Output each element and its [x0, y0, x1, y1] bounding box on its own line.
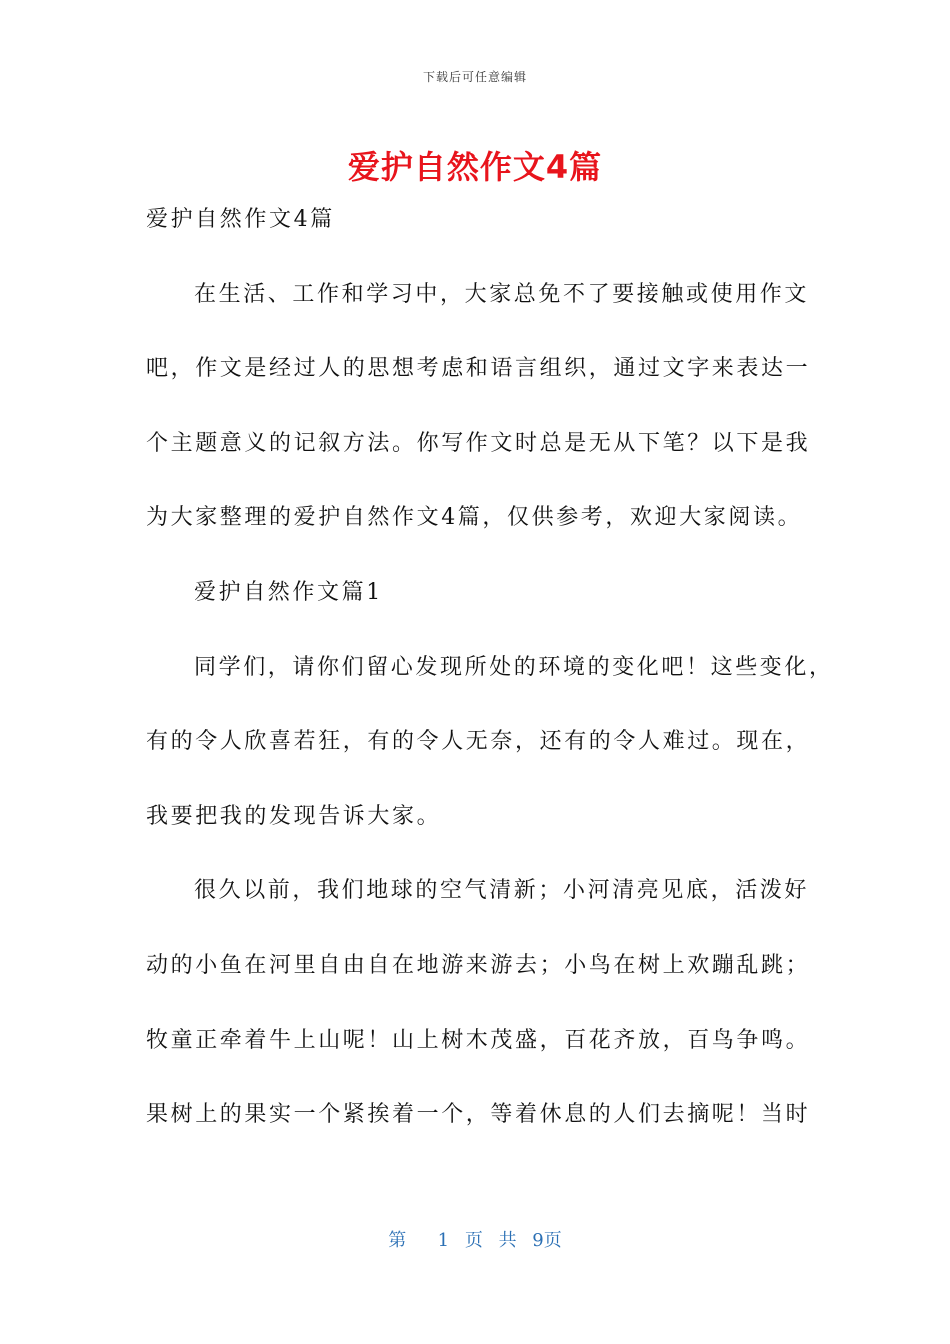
- paragraph-line: 牧童正牵着牛上山呢！山上树木茂盛，百花齐放，百鸟争鸣。: [146, 1027, 811, 1053]
- subtitle-line: 爱护自然作文4篇: [146, 207, 335, 232]
- document-body: [146, 196, 834, 1166]
- paragraph-line: 在生活、工作和学习中，大家总免不了要接触或使用作文: [194, 281, 810, 307]
- paragraph-line: 同学们，请你们留心发现所处的环境的变化吧！这些变化，: [194, 654, 834, 680]
- document-title: 爱护自然作文4篇: [347, 148, 603, 186]
- paragraph-line: 我要把我的发现告诉大家。: [146, 803, 442, 829]
- paragraph-line: 个主题意义的记叙方法。你写作文时总是无从下笔？以下是我: [146, 430, 811, 456]
- section-heading: 爱护自然作文篇1: [194, 579, 383, 605]
- paragraph-line: 很久以前，我们地球的空气清新；小河清亮见底，活泼好: [194, 878, 810, 904]
- paragraph-line: 动的小鱼在河里自由自在地游来游去；小鸟在树上欢蹦乱跳；: [146, 952, 811, 978]
- paragraph-line: 吧，作文是经过人的思想考虑和语言组织，通过文字来表达一: [146, 356, 811, 382]
- paragraph-line: 果树上的果实一个紧挨着一个，等着休息的人们去摘呢！当时: [146, 1102, 811, 1128]
- page-number-footer: 第 1 页 共 9页: [388, 1230, 562, 1251]
- paragraph-line: 有的令人欣喜若狂，有的令人无奈，还有的令人难过。现在，: [146, 729, 811, 755]
- paragraph-line: 为大家整理的爱护自然作文4篇，仅供参考，欢迎大家阅读。: [146, 505, 803, 531]
- header-note: 下载后可任意编辑: [422, 70, 527, 84]
